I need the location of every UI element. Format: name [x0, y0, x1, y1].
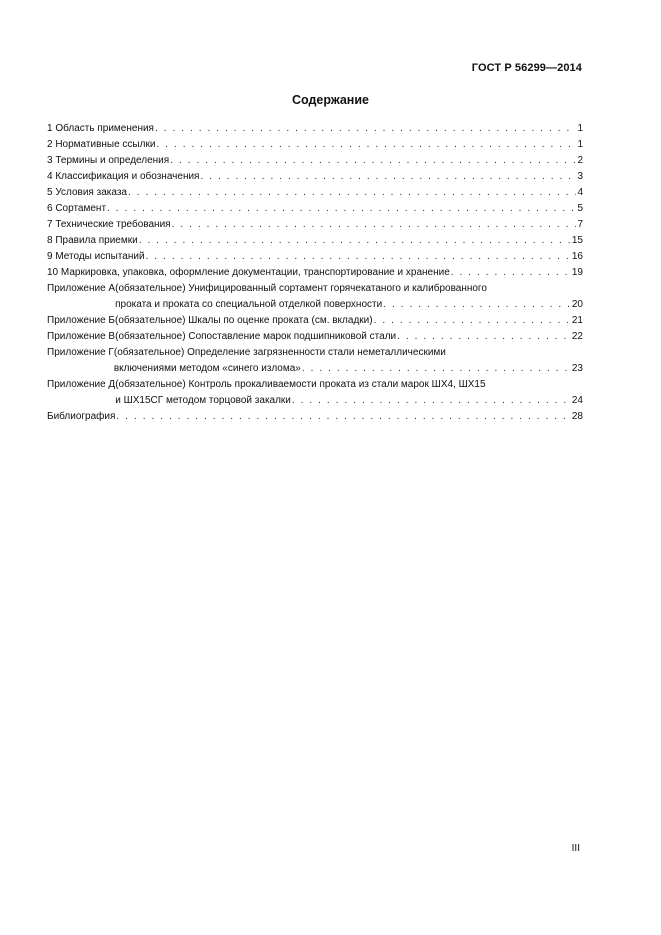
- toc-entry-page: 22: [571, 331, 583, 342]
- toc-appendix-b[interactable]: [47, 313, 583, 329]
- toc-entry-page: 16: [571, 251, 583, 262]
- leader-dots: [155, 121, 576, 137]
- leader-dots: [200, 169, 576, 185]
- toc-entry-label: 3 Термины и определения: [47, 155, 170, 166]
- toc-appendix-v[interactable]: [47, 329, 583, 345]
- toc-entry-label: 5 Условия заказа: [47, 187, 127, 198]
- leader-dots: [107, 201, 576, 217]
- toc-entry-label: 9 Методы испытаний: [47, 251, 145, 262]
- toc-entry-7[interactable]: [47, 217, 583, 233]
- appendix-title-line-2: включениями методом «синего излома»: [113, 363, 301, 374]
- toc-entry-page: 19: [571, 267, 583, 278]
- toc-entry-label: 2 Нормативные ссылки: [47, 139, 156, 150]
- toc-appendix-g[interactable]: [47, 345, 583, 377]
- toc-entry-label: 8 Правила приемки: [47, 235, 138, 246]
- appendix-title-line-1: (обязательное) Контроль прокаливаемости проката из стали марок ШХ4, ШХ15: [115, 379, 486, 390]
- leader-dots: [172, 217, 577, 233]
- leader-dots: [383, 297, 571, 313]
- leader-dots: [302, 361, 571, 377]
- toc-entry-label: 10 Маркировка, упаковка, оформление документации, транспортирование и хранение: [47, 267, 450, 278]
- appendix-prefix: Приложение Г: [47, 347, 114, 358]
- appendix-title-line-1: (обязательное) Определение загрязненности стали неметаллическими: [113, 347, 446, 358]
- toc-entry-label: 7 Технические требования: [47, 219, 171, 230]
- toc-entry-page: 20: [571, 299, 583, 310]
- leader-dots: [139, 233, 571, 249]
- toc-entry-page: 21: [571, 315, 583, 326]
- toc-entry-label: 6 Сортамент: [47, 203, 107, 214]
- appendix-title-line-1: (обязательное) Сопоставление марок подшипниковой стали: [115, 331, 397, 342]
- toc-entry-page: 4: [577, 187, 583, 198]
- toc-entry-5[interactable]: [47, 185, 583, 201]
- toc-entry-3[interactable]: [47, 153, 583, 169]
- toc-appendix-a[interactable]: [47, 281, 583, 313]
- toc-entry-4[interactable]: [47, 169, 583, 185]
- toc-entry-page: 1: [577, 139, 583, 150]
- toc-entry-page: 24: [571, 395, 583, 406]
- toc-entry-6[interactable]: [47, 201, 583, 217]
- toc-entry-1[interactable]: [47, 121, 583, 137]
- toc-entry-8[interactable]: [47, 233, 583, 249]
- appendix-prefix: Приложение Д: [47, 379, 116, 390]
- toc-entry-page: 23: [571, 363, 583, 374]
- appendix-prefix: Приложение Б: [47, 315, 115, 326]
- page-number: III: [571, 843, 580, 854]
- appendix-title-line-1: (обязательное) Унифицированный сортамент горячекатаного и калиброванного: [115, 283, 487, 294]
- leader-dots: [128, 185, 576, 201]
- toc-entry-page: 28: [571, 411, 583, 422]
- appendix-title-line-1: (обязательное) Шкалы по оценке проката (см. вкладки): [115, 315, 373, 326]
- leader-dots: [451, 265, 571, 281]
- toc-entry-label: 4 Классификация и обозначения: [47, 171, 200, 182]
- table-of-contents: [47, 121, 583, 425]
- leader-dots: [374, 313, 571, 329]
- leader-dots: [397, 329, 571, 345]
- leader-dots: [170, 153, 576, 169]
- appendix-prefix: Приложение А: [47, 283, 116, 294]
- toc-entry-page: 15: [571, 235, 583, 246]
- toc-entry-page: 1: [577, 123, 583, 134]
- page-title: Содержание: [291, 93, 369, 107]
- toc-entry-page: 5: [577, 203, 583, 214]
- leader-dots: [156, 137, 576, 153]
- toc-entry-page: 7: [577, 219, 583, 230]
- standard-code: ГОСТ Р 56299—2014: [471, 62, 582, 74]
- toc-entry-10[interactable]: [47, 265, 583, 281]
- leader-dots: [116, 409, 570, 425]
- toc-entry-9[interactable]: [47, 249, 583, 265]
- toc-entry-label: Библиография: [47, 411, 116, 422]
- leader-dots: [146, 249, 571, 265]
- appendix-title-line-2: проката и проката со специальной отделкой поверхности: [115, 299, 383, 310]
- toc-entry-page: 3: [577, 171, 583, 182]
- leader-dots: [292, 393, 571, 409]
- toc-entry-page: 2: [577, 155, 583, 166]
- toc-appendix-d[interactable]: [47, 377, 583, 409]
- appendix-title-line-2: и ШХ15СГ методом торцовой закалки: [115, 395, 291, 406]
- toc-entry-bibliography[interactable]: [47, 409, 583, 425]
- toc-entry-label: 1 Область применения: [47, 123, 154, 134]
- appendix-prefix: Приложение В: [47, 331, 116, 342]
- toc-entry-2[interactable]: [47, 137, 583, 153]
